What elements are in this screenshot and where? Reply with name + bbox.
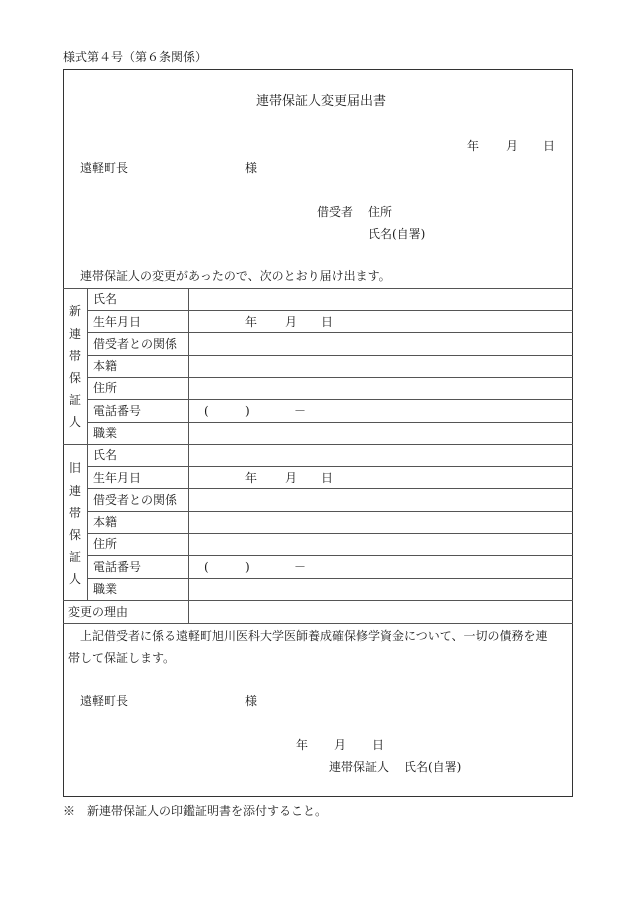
borrower-name-label: 氏名(自署) <box>368 227 426 241</box>
old-row-address: 住所 <box>93 537 118 551</box>
old-group-char: 旧 <box>68 461 81 475</box>
addressee-honorific: 様 <box>245 161 258 175</box>
new-group-char: 帯 <box>68 349 81 363</box>
old-phone-open: ( <box>204 560 209 574</box>
old-row-domicile: 本籍 <box>93 515 118 529</box>
old-birth-month: 月 <box>285 471 298 485</box>
old-birth-year: 年 <box>245 471 258 485</box>
new-birth-month: 月 <box>285 315 298 329</box>
row-line <box>87 377 573 378</box>
row-line <box>87 555 573 556</box>
old-row-birthdate: 生年月日 <box>93 471 142 485</box>
date-year: 年 <box>467 139 480 153</box>
footnote: ※ 新連帯保証人の印鑑証明書を添付すること。 <box>63 804 328 818</box>
intro-text: 連帯保証人の変更があったので、次のとおり届け出ます。 <box>80 269 391 283</box>
new-row-relation: 借受者との関係 <box>93 337 178 351</box>
old-birth-day: 日 <box>321 471 334 485</box>
new-group-char: 新 <box>68 304 81 318</box>
guarantor-role-label: 連帯保証人 <box>329 760 390 774</box>
new-phone-close: ) <box>245 404 250 418</box>
borrower-address-label: 住所 <box>368 205 393 219</box>
old-phone-close: ) <box>245 560 250 574</box>
old-row-name: 氏名 <box>93 448 118 462</box>
reason-label: 変更の理由 <box>68 605 129 619</box>
table-top-line <box>63 288 573 289</box>
new-row-address: 住所 <box>93 381 118 395</box>
row-line <box>87 466 573 467</box>
reason-top-line <box>63 600 573 601</box>
guarantor-name-label: 氏名(自署) <box>404 760 462 774</box>
group-divider-line <box>63 444 573 445</box>
row-line <box>87 355 573 356</box>
new-row-domicile: 本籍 <box>93 359 118 373</box>
row-line <box>87 511 573 512</box>
pledge-date-year: 年 <box>296 738 309 752</box>
row-line <box>87 578 573 579</box>
new-phone-open: ( <box>204 404 209 418</box>
pledge-line-1: 上記借受者に係る遠軽町旭川医科大学医師養成確保修学資金について、一切の債務を連 <box>80 629 548 643</box>
row-line <box>87 332 573 333</box>
borrower-label: 借受者 <box>317 205 354 219</box>
old-phone-dash: － <box>294 560 307 574</box>
pledge-date-month: 月 <box>334 738 347 752</box>
form-number: 様式第４号（第６条関係） <box>63 50 208 64</box>
new-group-char: 人 <box>68 415 81 429</box>
new-row-phone: 電話番号 <box>93 404 142 418</box>
new-row-name: 氏名 <box>93 292 118 306</box>
row-line <box>87 310 573 311</box>
old-row-occupation: 職業 <box>93 582 118 596</box>
addressee-name: 遠軽町長 <box>80 161 129 175</box>
pledge-line-2: 帯して保証します。 <box>68 651 176 665</box>
old-row-phone: 電話番号 <box>93 560 142 574</box>
form-frame <box>63 69 573 797</box>
pledge-addressee-honorific: 様 <box>245 694 258 708</box>
form-title: 連帯保証人変更届出書 <box>256 94 387 109</box>
new-birth-year: 年 <box>245 315 258 329</box>
new-birth-day: 日 <box>321 315 334 329</box>
new-row-occupation: 職業 <box>93 426 118 440</box>
new-row-birthdate: 生年月日 <box>93 315 142 329</box>
old-group-char: 帯 <box>68 506 81 520</box>
group-label-divider <box>87 288 88 600</box>
date-month: 月 <box>506 139 519 153</box>
row-line <box>87 533 573 534</box>
old-group-char: 人 <box>68 572 81 586</box>
pledge-addressee-name: 遠軽町長 <box>80 694 129 708</box>
label-value-divider <box>188 288 189 623</box>
reason-bottom-line <box>63 623 573 624</box>
row-line <box>87 488 573 489</box>
old-group-char: 保 <box>68 528 81 542</box>
date-day: 日 <box>543 139 556 153</box>
pledge-date-day: 日 <box>372 738 385 752</box>
new-phone-dash: － <box>294 404 307 418</box>
old-group-char: 証 <box>68 550 81 564</box>
old-group-char: 連 <box>68 484 81 498</box>
new-group-char: 保 <box>68 371 81 385</box>
row-line <box>87 399 573 400</box>
new-group-char: 証 <box>68 393 81 407</box>
new-group-char: 連 <box>68 327 81 341</box>
row-line <box>87 422 573 423</box>
old-row-relation: 借受者との関係 <box>93 493 178 507</box>
